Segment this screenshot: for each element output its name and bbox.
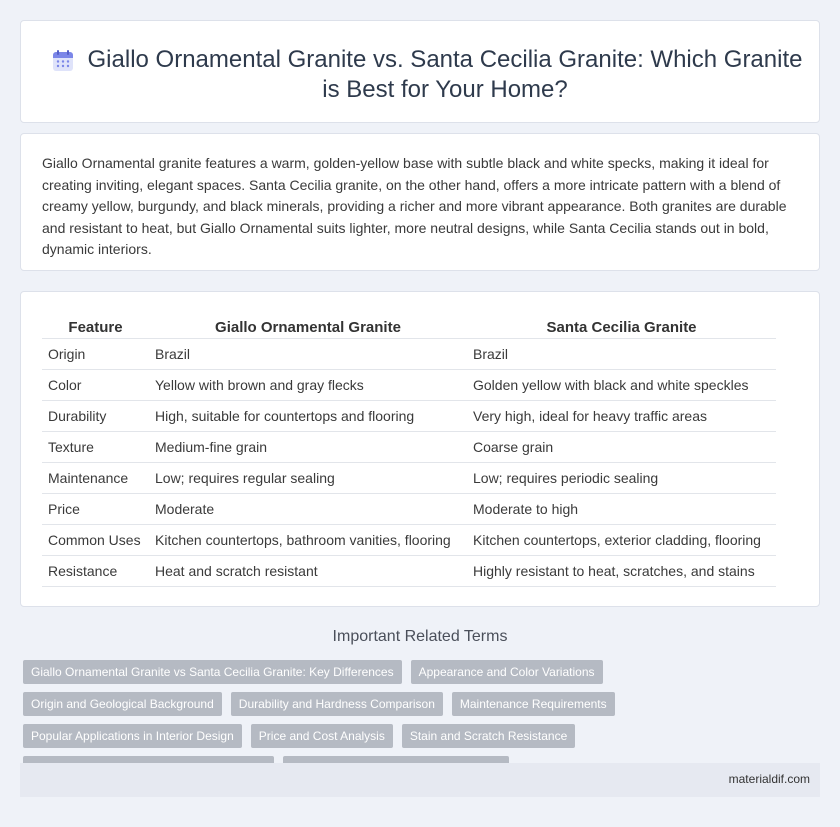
related-tag[interactable]: Popular Applications in Interior Design <box>23 724 242 748</box>
table-row <box>42 400 776 431</box>
column-header-giallo: Giallo Ornamental Granite <box>149 314 467 338</box>
table-cell: Highly resistant to heat, scratches, and stains <box>467 555 776 586</box>
table-cell: Yellow with brown and gray flecks <box>149 369 467 400</box>
related-tag[interactable]: Maintenance Requirements <box>452 692 615 716</box>
column-header-santa-cecilia: Santa Cecilia Granite <box>467 314 776 338</box>
footer-site-link[interactable]: materialdif.com <box>728 772 810 786</box>
related-tag[interactable]: Appearance and Color Variations <box>411 660 603 684</box>
related-tag[interactable]: Durability and Hardness Comparison <box>231 692 443 716</box>
related-tag[interactable]: Stain and Scratch Resistance <box>402 724 575 748</box>
table-cell: Low; requires regular sealing <box>149 462 467 493</box>
page-title <box>81 45 809 105</box>
table-cell: High, suitable for countertops and flooring <box>149 400 467 431</box>
table-cell: Low; requires periodic sealing <box>467 462 776 493</box>
table-cell: Resistance <box>42 555 149 586</box>
table-cell: Texture <box>42 431 149 462</box>
table-row <box>42 431 776 462</box>
table-row <box>42 524 776 555</box>
table-cell: Coarse grain <box>467 431 776 462</box>
related-terms-title: Important Related Terms <box>332 628 508 645</box>
table-cell: Medium-fine grain <box>149 431 467 462</box>
table-cell: Brazil <box>149 338 467 369</box>
calendar-icon <box>51 49 75 73</box>
comparison-table <box>42 314 776 587</box>
table-cell: Heat and scratch resistant <box>149 555 467 586</box>
table-row <box>42 369 776 400</box>
table-row <box>42 338 776 369</box>
table-cell: Price <box>42 493 149 524</box>
table-cell: Kitchen countertops, exterior cladding, flooring <box>467 524 776 555</box>
table-row <box>42 462 776 493</box>
page-title-line-1: Giallo Ornamental Granite vs. Santa Cecilia Granite: Which Granite <box>87 46 803 73</box>
table-header-row <box>42 314 776 338</box>
related-terms-tags <box>23 660 803 780</box>
table-cell: Moderate <box>149 493 467 524</box>
table-cell: Durability <box>42 400 149 431</box>
related-tag[interactable]: Price and Cost Analysis <box>251 724 393 748</box>
intro-card <box>20 133 820 271</box>
table-cell: Color <box>42 369 149 400</box>
table-cell: Golden yellow with black and white speckles <box>467 369 776 400</box>
table-row <box>42 555 776 586</box>
table-cell: Maintenance <box>42 462 149 493</box>
table-cell: Kitchen countertops, bathroom vanities, flooring <box>149 524 467 555</box>
table-cell: Origin <box>42 338 149 369</box>
page-title-line-2: is Best for Your Home? <box>322 76 568 103</box>
related-tag[interactable]: Origin and Geological Background <box>23 692 222 716</box>
comparison-table-card <box>20 291 820 607</box>
table-cell: Brazil <box>467 338 776 369</box>
table-cell: Common Uses <box>42 524 149 555</box>
table-row <box>42 493 776 524</box>
related-tag[interactable]: Giallo Ornamental Granite vs Santa Cecilia Granite: Key Differences <box>23 660 402 684</box>
table-cell: Very high, ideal for heavy traffic areas <box>467 400 776 431</box>
table-cell: Moderate to high <box>467 493 776 524</box>
footer <box>20 763 820 797</box>
intro-text: Giallo Ornamental granite features a warm, golden-yellow base with subtle black and white specks, making it ideal for creating inviting, elegant spaces. Santa Cecilia granite, on the other hand, offers a more intricate pattern with a blend of creamy yellow, burgundy, and black minerals, providing a richer and more vibrant appearance. Both granites are durable and resistant to heat, but Giallo Ornamental suits lighter, more neutral designs, while Santa Cecilia stands out in bold, dynamic interiors. <box>42 155 787 257</box>
header-card <box>20 20 820 123</box>
column-header-feature: Feature <box>42 314 149 338</box>
